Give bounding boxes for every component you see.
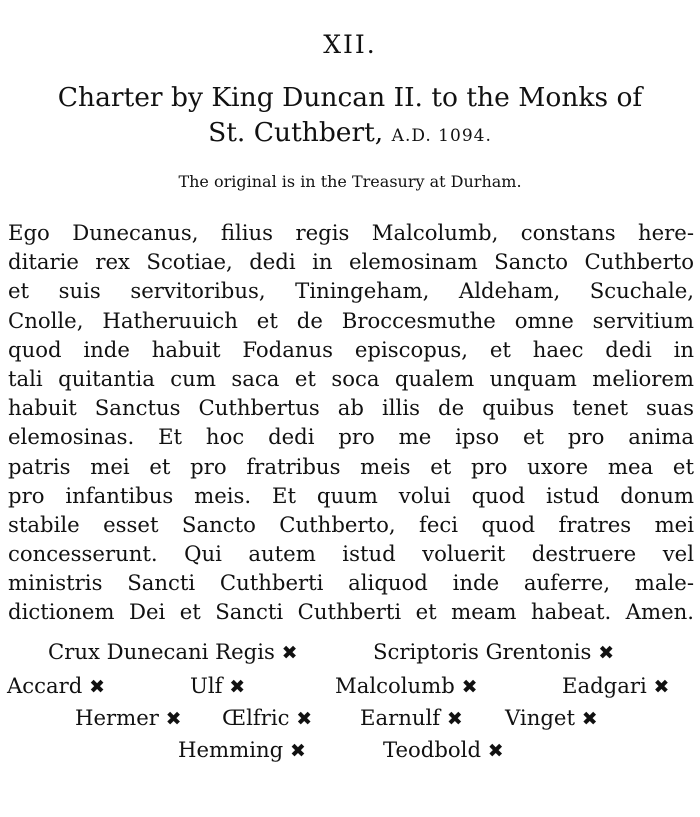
signature [373, 637, 614, 668]
provenance-note: The original is in the Treasury at Durham. [178, 172, 522, 191]
signature [190, 671, 245, 702]
text-line: Cnolle, Hatheruuich et de Broccesmuthe omne servitium [8, 307, 694, 333]
cross-mark-icon: ✖ [229, 676, 246, 698]
signature-name: Crux Dunecani Regis [48, 639, 275, 664]
signature [222, 703, 312, 734]
cross-mark-icon: ✖ [281, 642, 298, 664]
title-place: St. Cuthbert, [208, 117, 384, 148]
document-numeral: XII. [323, 30, 377, 59]
signature [75, 703, 182, 734]
signature-name: Hemming [178, 737, 284, 762]
title-line-1: Charter by King Duncan II. to the Monks of [57, 82, 643, 113]
title-date: A.D. 1094. [391, 126, 492, 146]
document-title [0, 80, 700, 154]
signature-name: Earnulf [360, 705, 441, 730]
text-line: concesserunt. Qui autem istud voluerit destruere vel [8, 541, 694, 567]
text-line: et suis servitoribus, Tiningeham, Aldeham, Scuchale, [8, 278, 694, 304]
signature-name: Malcolumb [335, 673, 455, 698]
signature [383, 735, 504, 766]
text-line: ministris Sancti Cuthberti aliquod inde auferre, male- [8, 570, 694, 596]
charter-text [8, 218, 694, 627]
signature-name: Accard [7, 673, 83, 698]
cross-mark-icon: ✖ [89, 676, 106, 698]
signature-name: Eadgari [562, 673, 647, 698]
cross-mark-icon: ✖ [165, 708, 182, 730]
text-line: elemosinas. Et hoc dedi pro me ipso et pro anima [8, 424, 694, 450]
title-line-2 [0, 115, 700, 154]
cross-mark-icon: ✖ [598, 642, 615, 664]
signature [7, 671, 105, 702]
text-line: dictionem Dei et Sancti Cuthberti et meam habeat. Amen. [8, 599, 694, 625]
signature-name: Ulf [190, 673, 223, 698]
signature-name: Hermer [75, 705, 159, 730]
signature [562, 671, 669, 702]
signature-name: Teodbold [383, 737, 482, 762]
cross-mark-icon: ✖ [581, 708, 598, 730]
signature [48, 637, 298, 668]
cross-mark-icon: ✖ [289, 740, 306, 762]
signature [505, 703, 598, 734]
signature-name: Œlfric [222, 705, 290, 730]
cross-mark-icon: ✖ [446, 708, 463, 730]
signature [335, 671, 477, 702]
text-line: stabile esset Sancto Cuthberto, feci quod fratres mei [8, 511, 694, 537]
signature [178, 735, 306, 766]
text-line: tali quitantia cum saca et soca qualem unquam meliorem [8, 365, 694, 391]
cross-mark-icon: ✖ [487, 740, 504, 762]
text-line: quod inde habuit Fodanus episcopus, et haec dedi in [8, 336, 694, 362]
text-line: habuit Sanctus Cuthbertus ab illis de quibus tenet suas [8, 395, 694, 421]
cross-mark-icon: ✖ [653, 676, 670, 698]
text-line: ditarie rex Scotiae, dedi in elemosinam Sancto Cuthberto [8, 249, 694, 275]
signature-name: Scriptoris Grentonis [373, 639, 592, 664]
cross-mark-icon: ✖ [461, 676, 478, 698]
text-line: Ego Dunecanus, filius regis Malcolumb, constans here- [8, 220, 694, 245]
cross-mark-icon: ✖ [296, 708, 313, 730]
signature-name: Vinget [505, 705, 575, 730]
text-line: pro infantibus meis. Et quum volui quod istud donum [8, 482, 694, 508]
text-line: patris mei et pro fratribus meis et pro uxore mea et [8, 453, 694, 479]
signature [360, 703, 463, 734]
